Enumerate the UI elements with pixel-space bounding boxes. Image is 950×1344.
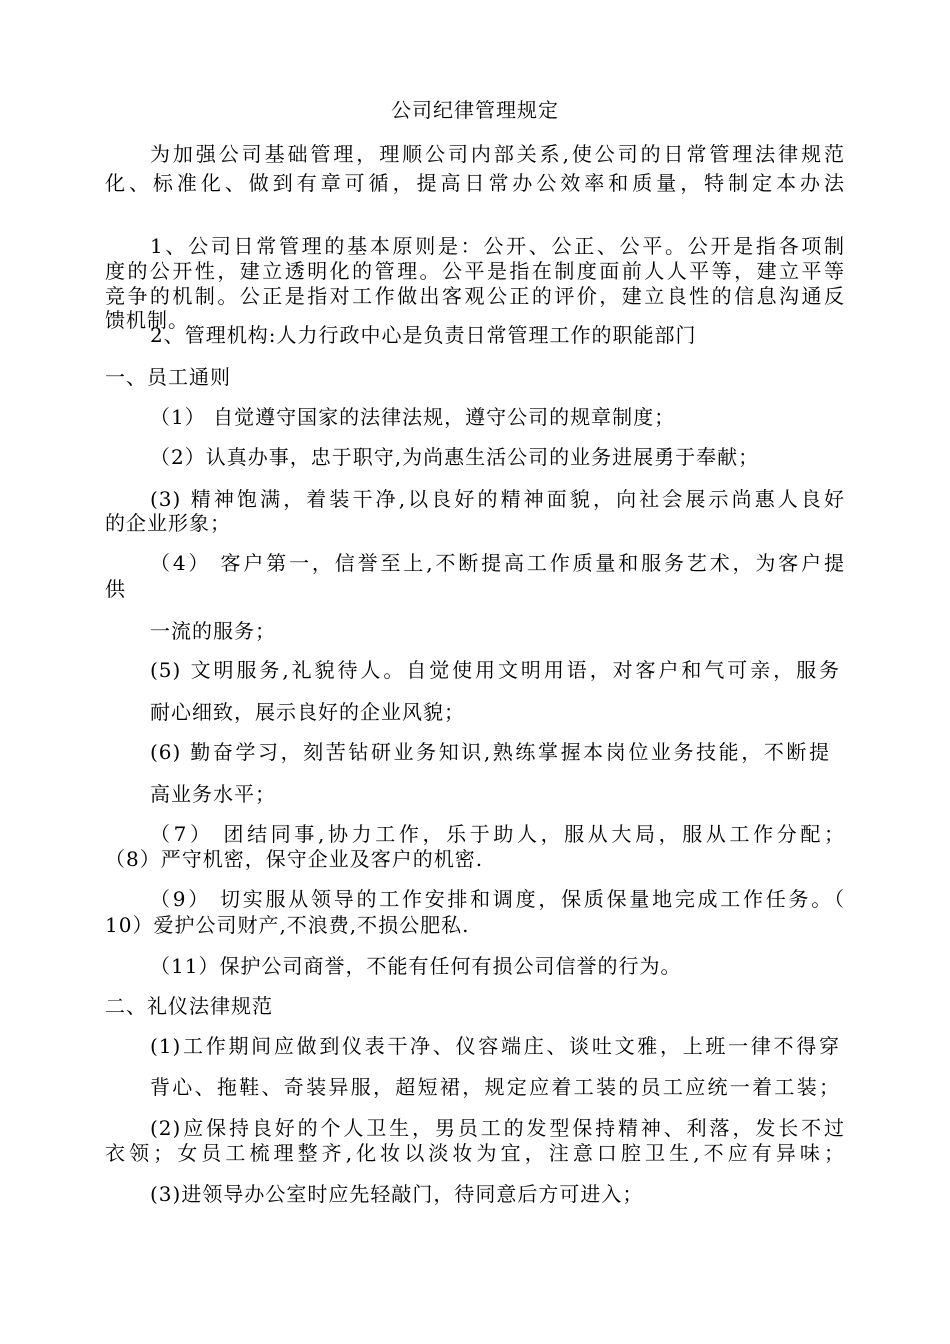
rule-3-line-1: (3) 精神饱满，着装干净,以良好的精神面貌，向社会展示尚惠人良好	[150, 487, 845, 511]
principle-line-1: 1、公司日常管理的基本原则是：公开、公正、公平。公开是指各项制	[150, 234, 845, 258]
rule-4-line-2: 供	[105, 577, 126, 601]
rule-7: （7） 团结同事,协力工作，乐于助人，服从大局，服从工作分配；	[150, 822, 845, 846]
rule-9: （9） 切实服从领导的工作安排和调度，保质保量地完成工作任务。（	[150, 887, 845, 911]
rule-6-line-1: (6) 勤奋学习，刻苦钻研业务知识,熟练掌握本岗位业务技能，不断提	[150, 740, 830, 764]
agency-line: 2、管理机构:人力行政中心是负责日常管理工作的职能部门	[150, 323, 697, 347]
rule-2: （2）认真办事，忠于职守,为尚惠生活公司的业务进展勇于奉献；	[150, 445, 760, 469]
etiquette-2-line-2: 衣领；女员工梳理整齐,化妆以淡妆为宜，注意口腔卫生,不应有异味；	[105, 1141, 845, 1165]
rule-3-line-2: 的企业形象；	[105, 511, 231, 535]
rule-11: （11）保护公司商誉，不能有任何有损公司信誉的行为。	[150, 954, 682, 978]
rule-6-line-2: 高业务水平；	[150, 782, 276, 806]
rule-5-line-1: (5) 文明服务,礼貌待人。自觉使用文明用语，对客户和气可亲，服务	[150, 658, 840, 682]
etiquette-1-line-2: 背心、拖鞋、奇装异服，超短裙，规定应着工装的员工应统一着工装；	[150, 1075, 840, 1099]
rule-8: （8）严守机密，保守企业及客户的机密.	[105, 847, 484, 871]
document-title: 公司纪律管理规定	[391, 98, 559, 122]
rule-4-line-1: （4） 客户第一，信誉至上,不断提高工作质量和服务艺术，为客户提	[150, 551, 845, 575]
principle-line-4: 馈机制。	[105, 308, 189, 332]
etiquette-3: (3)进领导办公室时应先轻敲门，待同意后方可进入；	[150, 1182, 644, 1206]
rule-10: 10）爱护公司财产,不浪费,不损公肥私.	[105, 913, 470, 937]
intro-line-1: 为加强公司基础管理，理顺公司内部关系,使公司的日常管理法律规范	[150, 142, 845, 166]
etiquette-1-line-1: (1)工作期间应做到仪表干净、仪容端庄、谈吐文雅，上班一律不得穿	[150, 1034, 840, 1058]
rule-5-line-2: 耐心细致，展示良好的企业风貌；	[150, 700, 465, 724]
principle-line-2: 度的公开性，建立透明化的管理。公平是指在制度面前人人平等，建立平等	[105, 259, 845, 283]
principle-line-3: 竞争的机制。公正是指对工作做出客观公正的评价，建立良性的信息沟通反	[105, 284, 845, 308]
intro-line-2: 化、标准化、做到有章可循，提高日常办公效率和质量，特制定本办法	[105, 171, 845, 195]
section2-heading: 二、礼仪法律规范	[105, 994, 273, 1018]
etiquette-2-line-1: (2)应保持良好的个人卫生，男员工的发型保持精神、利落，发长不过	[150, 1116, 845, 1140]
rule-1: （1） 自觉遵守国家的法律法规，遵守公司的规章制度；	[150, 405, 676, 429]
section1-heading: 一、员工通则	[105, 365, 231, 389]
rule-4-line-3: 一流的服务；	[150, 619, 276, 643]
